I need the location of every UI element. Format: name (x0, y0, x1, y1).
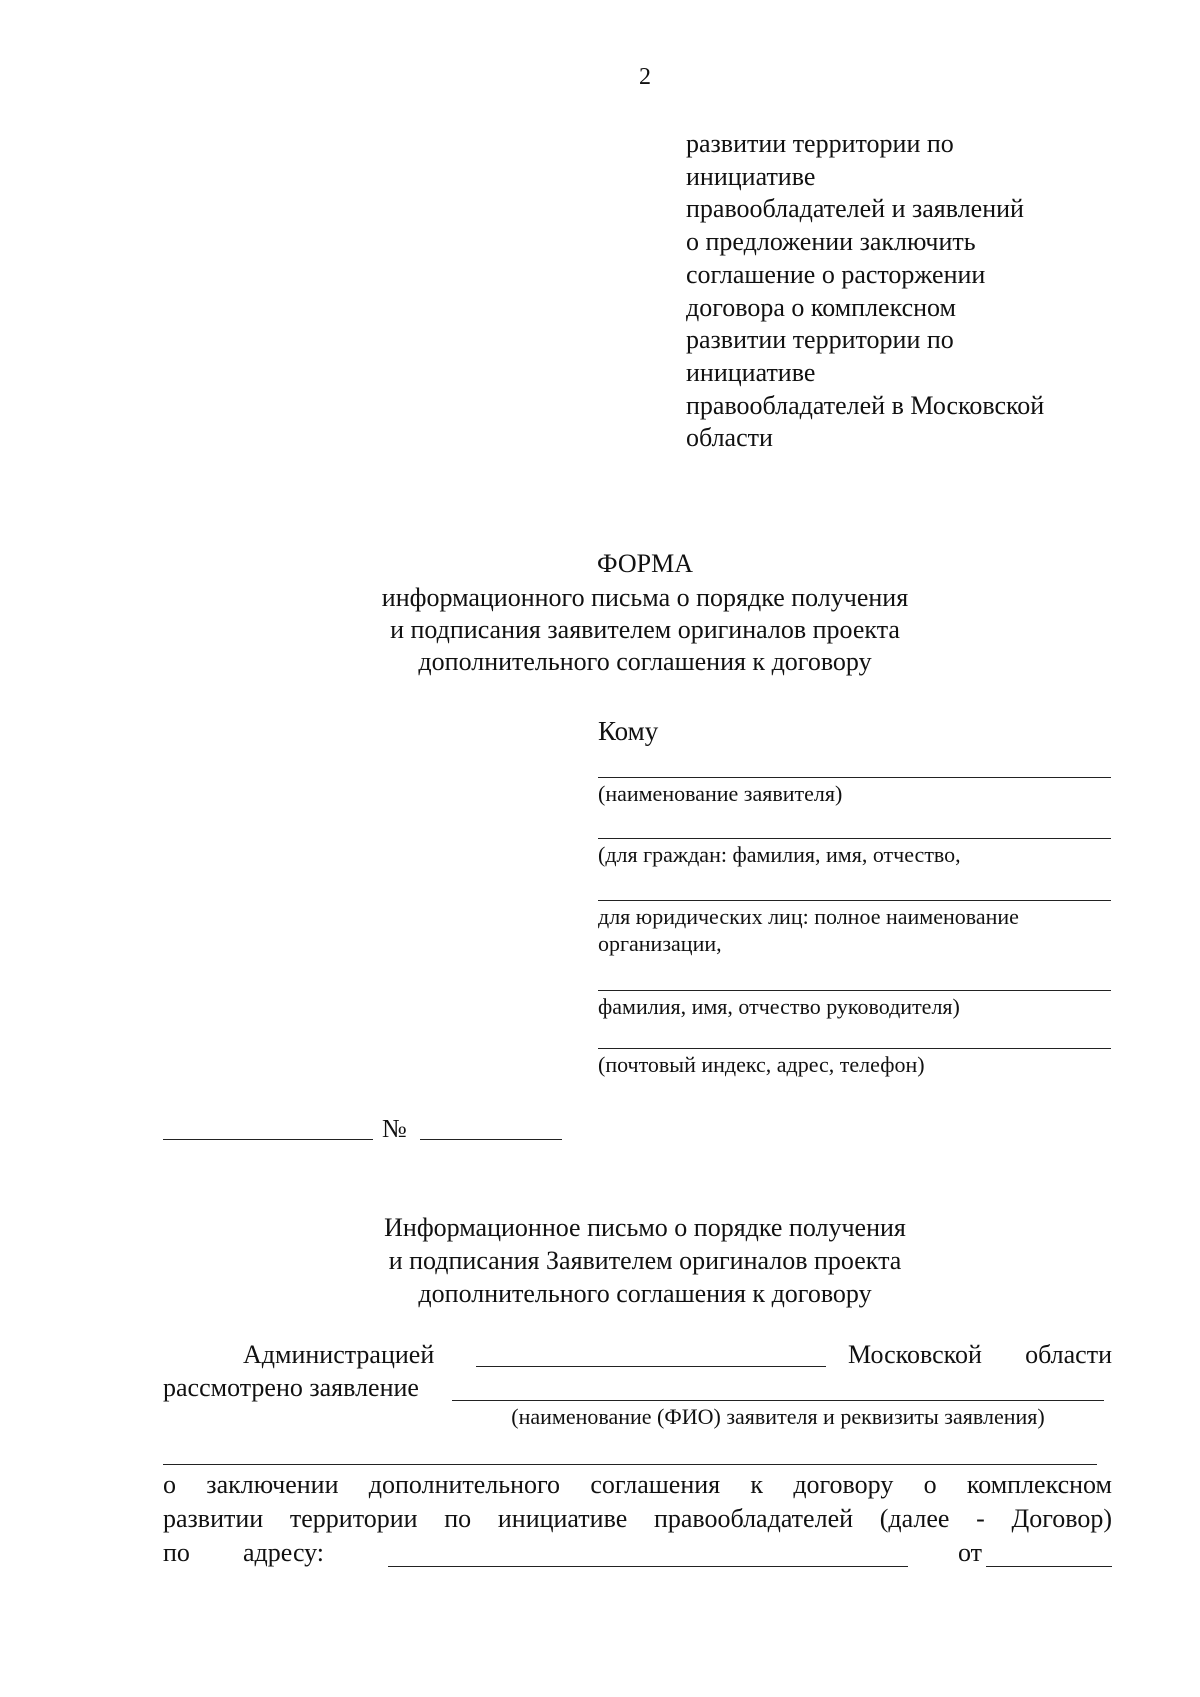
body-text: развитии территории по инициативе правообладателей (далее - Договор) (163, 1504, 1112, 1533)
recipient-org-line[interactable] (598, 900, 1111, 901)
header-line: договора о комплексном (686, 292, 956, 322)
recipient-caption: (для граждан: фамилия, имя, отчество, (598, 842, 961, 867)
recipient-address-line[interactable] (598, 1048, 1111, 1049)
recipient-fio-line[interactable] (598, 838, 1111, 839)
body-text: по (163, 1538, 190, 1567)
recipient-label: Кому (598, 716, 659, 746)
body-text: Администрацией (243, 1340, 435, 1369)
form-subtitle-line: дополнительного соглашения к договору (418, 647, 872, 676)
form-subtitle-line: и подписания заявителем оригиналов проекта (390, 615, 900, 644)
application-line[interactable] (452, 1400, 1104, 1401)
header-line: инициативе (686, 161, 816, 191)
page-number: 2 (639, 64, 651, 90)
header-line: развитии территории по (686, 129, 954, 158)
header-line: области (686, 423, 773, 453)
body-text: от (958, 1538, 983, 1567)
recipient-caption: (почтовый индекс, адрес, телефон) (598, 1052, 925, 1077)
recipient-head-line[interactable] (598, 990, 1111, 991)
body-text: Московской области (848, 1340, 1112, 1369)
header-line: правообладателей и заявлений (686, 194, 1024, 224)
address-line[interactable] (388, 1566, 908, 1567)
date-line[interactable] (163, 1139, 373, 1140)
application-continuation-line[interactable] (163, 1464, 1097, 1465)
date-from-line[interactable] (986, 1566, 1112, 1567)
header-line: развитии территории по (686, 325, 954, 355)
header-line: соглашение о расторжении (686, 259, 986, 289)
recipient-caption: для юридических лиц: полное наименование организации, (598, 904, 1019, 956)
administration-name-line[interactable] (476, 1366, 826, 1367)
number-sign: № (382, 1114, 407, 1143)
recipient-caption: (наименование заявителя) (598, 781, 843, 806)
body-text: адресу: (243, 1538, 325, 1567)
header-line: инициативе (686, 357, 816, 387)
letter-title-line: дополнительного соглашения к договору (418, 1279, 872, 1308)
header-line: правообладателей в Московской (686, 390, 1045, 420)
number-line[interactable] (420, 1139, 562, 1140)
header-line: о предложении заключить (686, 227, 976, 257)
recipient-caption: фамилия, имя, отчество руководителя) (598, 994, 960, 1019)
application-caption: (наименование (ФИО) заявителя и реквизиты заявления) (511, 1404, 1045, 1429)
body-text: о заключении дополнительного соглашения к договору о комплексном (163, 1470, 1112, 1499)
body-text: рассмотрено заявление (163, 1373, 419, 1402)
letter-title-line: и подписания Заявителем оригиналов проекта (388, 1246, 902, 1275)
letter-title-line: Информационное письмо о порядке получения (384, 1213, 906, 1242)
form-heading: ФОРМА (597, 549, 693, 578)
recipient-name-line[interactable] (598, 777, 1111, 778)
document-header-reference (686, 128, 1146, 455)
form-subtitle-line: информационного письма о порядке получения (381, 583, 909, 612)
